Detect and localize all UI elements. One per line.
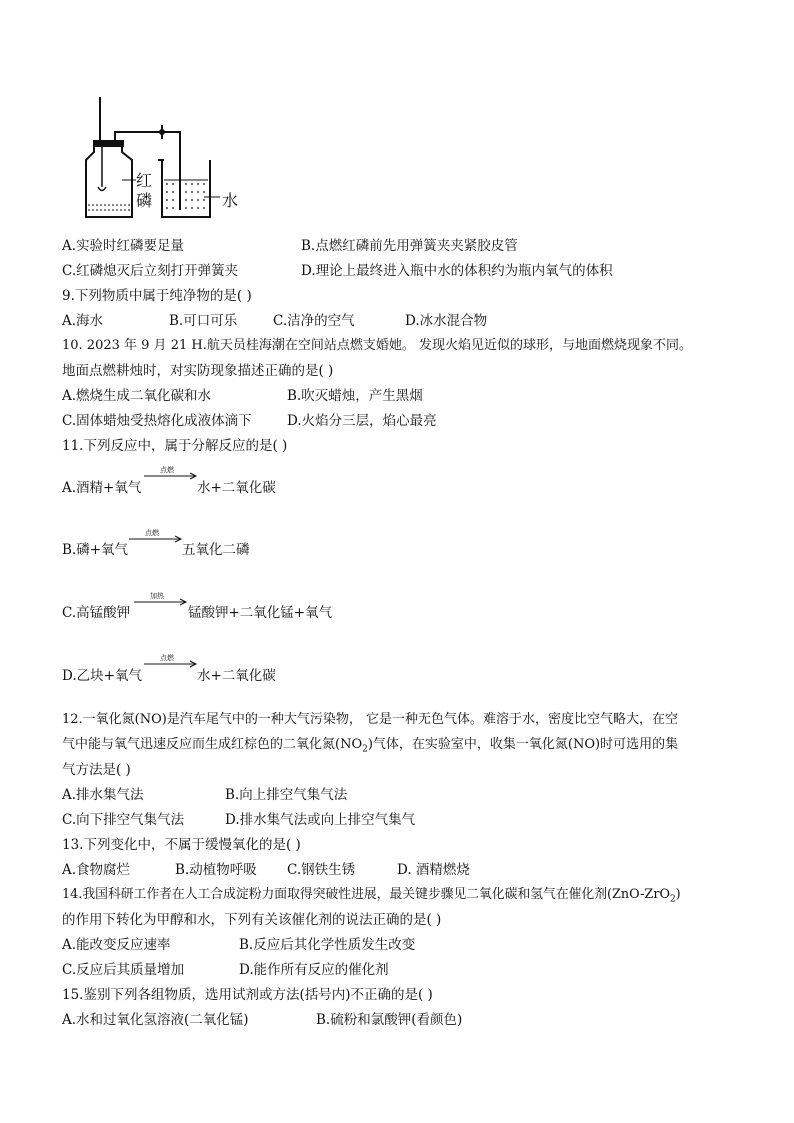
q13-option-b: B.动植物呼吸 xyxy=(175,862,257,878)
q9-option-d: D.冰水混合物 xyxy=(405,313,488,329)
q11-reaction-d-condition: 点燃 xyxy=(160,654,174,662)
q14-stem-line2: 的作用下转化为甲醇和水，下列有关该催化剂的说法正确的是( ) xyxy=(62,912,442,928)
q11-reaction-a-left: A.酒精+氧气 xyxy=(62,480,142,496)
q8-option-a: A.实验时红磷要足量 xyxy=(62,238,185,254)
q14-stem-line1 xyxy=(62,885,681,910)
q11-reaction-c-right: 锰酸钾+二氧化锰+氧气 xyxy=(188,605,333,621)
phosphorus-label: 磷 xyxy=(136,191,153,210)
q11-reaction-d-left: D.乙块+氧气 xyxy=(62,668,142,684)
q10-option-d: D.火焰分三层，焰心最亮 xyxy=(287,413,437,429)
q15-option-b: B.硫粉和氯酸钾(看颜色) xyxy=(316,1012,463,1028)
q12-stem-line3: 气方法是( ) xyxy=(62,762,131,778)
q15-stem: 15.鉴别下列各组物质，选用试剂或方法(括号内)不正确的是( ) xyxy=(62,987,433,1003)
q8-option-d: D.理论上最终进入瓶中水的体积约为瓶内氧气的体积 xyxy=(301,263,613,279)
q11-reaction-c-condition: 加热 xyxy=(150,592,164,600)
q14-line1-sub: 2 xyxy=(669,894,676,905)
q11-reaction-a-arrow xyxy=(144,472,198,480)
apparatus-figure xyxy=(82,92,252,222)
q11-reaction-c-left: C.高锰酸钾 xyxy=(62,605,131,621)
q9-option-b: B.可口可乐 xyxy=(169,313,238,329)
q12-option-b: B.向上排空气集气法 xyxy=(225,787,348,803)
q14-option-c: C.反应后其质量增加 xyxy=(62,962,185,978)
q14-line1-part2: ) xyxy=(675,887,681,902)
q10-stem-line2: 地面点燃耕烛时，对实防现象描述正确的是( ) xyxy=(62,363,334,379)
q12-line2-sub: 2 xyxy=(362,744,368,755)
q12-stem-line2 xyxy=(62,735,678,760)
q12-option-a: A.排水集气法 xyxy=(62,787,144,803)
q12-option-c: C.向下排空气集气法 xyxy=(62,812,185,828)
q14-line1-part1: 14.我国科研工作者在人工合成淀粉力面取得突破性进展，最关键步骤见二氧化碳和氢气在催化剂(ZnO-ZrO xyxy=(62,887,670,902)
q11-reaction-c-arrow xyxy=(134,598,188,606)
q11-reaction-b-right: 五氧化二磷 xyxy=(182,542,250,558)
q11-reaction-b-condition: 点燃 xyxy=(145,529,159,537)
q9-option-c: C.洁净的空气 xyxy=(273,313,355,329)
q9-stem: 9.下列物质中属于纯净物的是( ) xyxy=(62,288,252,304)
q11-reaction-d-right: 水+二氧化碳 xyxy=(197,668,276,684)
q8-option-b: B.点燃红磷前先用弹簧夹夹紧胶皮管 xyxy=(301,238,518,254)
q14-option-a: A.能改变反应速率 xyxy=(62,937,171,953)
water-label: 水 xyxy=(222,191,239,210)
q12-option-d: D.排水集气法或向上排空气集气 xyxy=(225,812,416,828)
q10-option-a: A.燃烧生成二氧化碳和水 xyxy=(62,388,212,404)
q12-stem-line1: 12.一氧化氮(NO)是汽车尾气中的一种大气污染物， 它是一种无色气体。难溶于水，密度比空气略大，在空 xyxy=(62,712,678,727)
q15-option-a: A.水和过氧化氢溶液(二氧化锰) xyxy=(62,1012,249,1028)
q13-option-a: A.食物腐烂 xyxy=(62,862,131,878)
q13-stem: 13.下列变化中，不属于缓慢氧化的是( ) xyxy=(62,837,301,853)
q11-stem: 11.下列反应中，属于分解反应的是( ) xyxy=(62,438,288,454)
q11-reaction-d-arrow xyxy=(144,660,198,668)
q9-option-a: A.海水 xyxy=(62,313,104,329)
q13-option-d: D. 酒精燃烧 xyxy=(397,862,470,878)
q10-option-c: C.固体蜡烛受热熔化成液体滴下 xyxy=(62,413,252,429)
q12-line2-part2: )气体，在实验室中，收集一氧化氮(NO)时可选用的集 xyxy=(367,737,679,752)
q14-option-d: D.能作所有反应的催化剂 xyxy=(239,962,389,978)
q11-reaction-a-right: 水+二氧化碳 xyxy=(197,480,276,496)
q8-option-c: C.红磷熄灭后立刻打开弹簧夹 xyxy=(62,263,239,279)
q10-option-b: B.吹灭蜡烛，产生黑烟 xyxy=(287,388,423,404)
q11-reaction-a-condition: 点燃 xyxy=(160,466,174,474)
q13-option-c: C.钢铁生锈 xyxy=(287,862,356,878)
q12-line2-part1: 气中能与氧气迅速反应而生成红棕色的二氧化氮(NO xyxy=(62,737,363,752)
q11-reaction-b-arrow xyxy=(129,535,183,543)
q10-stem-line1: 10. 2023 年 9 月 21 H.航天员桂海潮在空间站点燃支婚她。 发现火焰见近似的球形，与地面燃烧现象不同。 xyxy=(62,338,692,353)
red-label: 红 xyxy=(136,171,153,190)
q11-reaction-b-left: B.磷+氧气 xyxy=(62,542,129,558)
q14-option-b: B.反应后其化学性质发生改变 xyxy=(239,937,416,953)
